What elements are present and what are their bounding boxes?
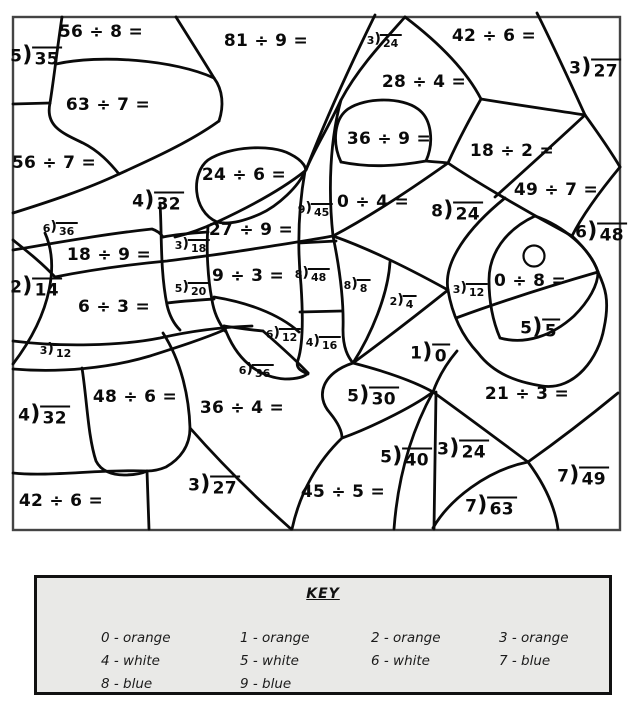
division-bracket-icon: ) xyxy=(200,470,211,497)
dividend: 35 xyxy=(32,47,62,70)
dividend: 14 xyxy=(32,278,62,301)
divisor: 6 xyxy=(265,328,274,341)
division-problem-longdiv xyxy=(520,313,560,342)
division-problem-inline: 63 ÷ 7 = xyxy=(65,95,151,115)
division-bracket-icon: ) xyxy=(273,325,280,341)
divisor: 5 xyxy=(174,282,183,295)
division-problem-longdiv xyxy=(389,292,417,311)
key-entry: 2 - orange xyxy=(371,630,441,646)
division-problem-longdiv xyxy=(18,400,70,429)
dividend: 12 xyxy=(466,283,487,299)
division-bracket-icon: ) xyxy=(22,272,33,299)
division-problem-longdiv xyxy=(366,31,402,50)
division-problem-longdiv xyxy=(343,276,371,295)
dividend: 48 xyxy=(308,268,329,284)
division-bracket-icon: ) xyxy=(47,341,54,357)
division-bracket-icon: ) xyxy=(460,280,467,296)
division-problem-inline: 0 ÷ 8 = xyxy=(493,271,567,291)
division-problem-longdiv xyxy=(10,272,62,301)
division-problem-inline: 18 ÷ 9 = xyxy=(66,245,152,265)
division-problem-longdiv xyxy=(174,279,210,298)
dividend: 4 xyxy=(403,295,417,311)
division-bracket-icon: ) xyxy=(359,381,370,408)
dividend: 24 xyxy=(459,440,489,463)
divisor: 9 xyxy=(297,203,306,216)
dividend: 12 xyxy=(279,328,300,344)
divisor: 2 xyxy=(10,277,23,298)
division-problem-inline: 45 ÷ 5 = xyxy=(300,482,386,502)
divisor: 8 xyxy=(294,268,303,281)
division-bracket-icon: ) xyxy=(182,236,189,252)
divisor: 5 xyxy=(380,447,393,468)
divisor: 1 xyxy=(410,343,423,364)
division-problem-longdiv xyxy=(132,186,184,215)
dividend: 63 xyxy=(487,497,517,520)
division-problem-inline: 56 ÷ 8 = xyxy=(58,22,144,42)
division-problem-inline: 36 ÷ 9 = xyxy=(346,129,432,149)
divisor: 8 xyxy=(431,201,444,222)
division-problem-longdiv xyxy=(39,341,75,360)
division-problem-longdiv xyxy=(452,280,488,299)
division-problem-inline: 28 ÷ 4 = xyxy=(381,72,467,92)
division-problem-longdiv xyxy=(380,442,432,471)
division-bracket-icon: ) xyxy=(305,200,312,216)
division-bracket-icon: ) xyxy=(50,219,57,235)
dividend: 45 xyxy=(311,203,332,219)
dividend: 16 xyxy=(319,336,340,352)
division-problem-inline: 49 ÷ 7 = xyxy=(513,180,599,200)
division-bracket-icon: ) xyxy=(302,265,309,281)
dividend: 36 xyxy=(252,364,273,380)
divisor: 3 xyxy=(174,239,183,252)
division-problem-longdiv xyxy=(557,461,609,490)
division-problem-longdiv xyxy=(347,381,399,410)
division-problem-inline: 81 ÷ 9 = xyxy=(223,31,309,51)
dividend: 32 xyxy=(40,406,70,429)
division-bracket-icon: ) xyxy=(144,186,155,213)
dividend: 36 xyxy=(56,222,77,238)
dividend: 40 xyxy=(402,448,432,471)
division-problem-inline: 36 ÷ 4 = xyxy=(199,398,285,418)
key-entry: 9 - blue xyxy=(240,676,292,692)
divisor: 3 xyxy=(366,34,375,47)
division-bracket-icon: ) xyxy=(569,461,580,488)
division-bracket-icon: ) xyxy=(477,491,488,518)
division-problem-longdiv xyxy=(575,217,627,246)
divisor: 5 xyxy=(10,46,23,67)
dividend: 24 xyxy=(453,202,483,225)
division-bracket-icon: ) xyxy=(374,31,381,47)
divisor: 6 xyxy=(42,222,51,235)
divisor: 6 xyxy=(575,222,588,243)
key-entry: 6 - white xyxy=(371,653,430,669)
division-bracket-icon: ) xyxy=(30,400,41,427)
division-bracket-icon: ) xyxy=(351,276,358,292)
divisor: 4 xyxy=(305,336,314,349)
divisor: 2 xyxy=(389,295,398,308)
division-problem-longdiv xyxy=(569,53,621,82)
key-entry: 0 - orange xyxy=(101,630,171,646)
dividend: 8 xyxy=(357,279,371,295)
key-entry: 5 - white xyxy=(240,653,299,669)
division-problem-inline: 6 ÷ 3 = xyxy=(77,297,151,317)
division-problem-longdiv xyxy=(297,200,333,219)
dividend: 30 xyxy=(369,387,399,410)
divisor: 3 xyxy=(437,439,450,460)
division-bracket-icon: ) xyxy=(246,361,253,377)
dividend: 5 xyxy=(542,319,560,342)
dividend: 27 xyxy=(591,59,621,82)
division-bracket-icon: ) xyxy=(443,196,454,223)
circle-decoration xyxy=(524,246,545,267)
color-key-box xyxy=(34,575,612,695)
key-entry: 4 - white xyxy=(101,653,160,669)
division-bracket-icon: ) xyxy=(449,434,460,461)
dividend: 27 xyxy=(210,476,240,499)
key-entry: 1 - orange xyxy=(240,630,310,646)
divisor: 3 xyxy=(569,58,582,79)
division-bracket-icon: ) xyxy=(22,41,33,68)
key-entry: 3 - orange xyxy=(499,630,569,646)
divisor: 6 xyxy=(238,364,247,377)
dividend: 12 xyxy=(53,344,74,360)
divisor: 3 xyxy=(452,283,461,296)
division-problem-inline: 42 ÷ 6 = xyxy=(451,26,537,46)
division-problem-inline: 27 ÷ 9 = xyxy=(208,220,294,240)
divisor: 3 xyxy=(39,344,48,357)
key-title: KEY xyxy=(306,586,340,602)
divisor: 5 xyxy=(520,318,533,339)
division-bracket-icon: ) xyxy=(587,217,598,244)
divisor: 4 xyxy=(18,405,31,426)
division-problem-longdiv xyxy=(431,196,483,225)
division-problem-longdiv xyxy=(465,491,517,520)
division-problem-inline: 56 ÷ 7 = xyxy=(11,153,97,173)
dividend: 0 xyxy=(432,344,450,367)
division-problem-inline: 48 ÷ 6 = xyxy=(92,387,178,407)
division-problem-longdiv xyxy=(305,333,341,352)
dividend: 20 xyxy=(188,282,209,298)
division-problem-longdiv xyxy=(437,434,489,463)
divisor: 3 xyxy=(188,475,201,496)
division-problem-longdiv xyxy=(294,265,330,284)
divisor: 7 xyxy=(557,466,570,487)
division-bracket-icon: ) xyxy=(532,313,543,340)
division-problem-longdiv xyxy=(188,470,240,499)
division-problem-longdiv xyxy=(42,219,78,238)
dividend: 32 xyxy=(154,192,184,215)
dividend: 24 xyxy=(380,34,401,50)
dividend: 49 xyxy=(579,467,609,490)
division-problem-longdiv xyxy=(238,361,274,380)
divisor: 7 xyxy=(465,496,478,517)
divisor: 4 xyxy=(132,191,145,212)
division-bracket-icon: ) xyxy=(397,292,404,308)
dividend: 18 xyxy=(188,239,209,255)
division-bracket-icon: ) xyxy=(422,338,433,365)
division-bracket-icon: ) xyxy=(581,53,592,80)
division-problem-longdiv xyxy=(265,325,301,344)
division-bracket-icon: ) xyxy=(392,442,403,469)
division-problem-inline: 9 ÷ 3 = xyxy=(211,266,285,286)
division-bracket-icon: ) xyxy=(313,333,320,349)
divisor: 8 xyxy=(343,279,352,292)
divisor: 5 xyxy=(347,386,360,407)
key-entry: 7 - blue xyxy=(499,653,551,669)
dividend: 48 xyxy=(597,223,627,246)
division-problem-longdiv xyxy=(174,236,210,255)
division-problem-longdiv xyxy=(410,338,450,367)
division-problem-inline: 0 ÷ 4 = xyxy=(336,192,410,212)
key-entry: 8 - blue xyxy=(101,676,153,692)
division-problem-inline: 42 ÷ 6 = xyxy=(18,491,104,511)
division-bracket-icon: ) xyxy=(182,279,189,295)
division-problem-longdiv xyxy=(10,41,62,70)
division-problem-inline: 24 ÷ 6 = xyxy=(201,165,287,185)
division-problem-inline: 21 ÷ 3 = xyxy=(484,384,570,404)
division-problem-inline: 18 ÷ 2 = xyxy=(469,141,555,161)
